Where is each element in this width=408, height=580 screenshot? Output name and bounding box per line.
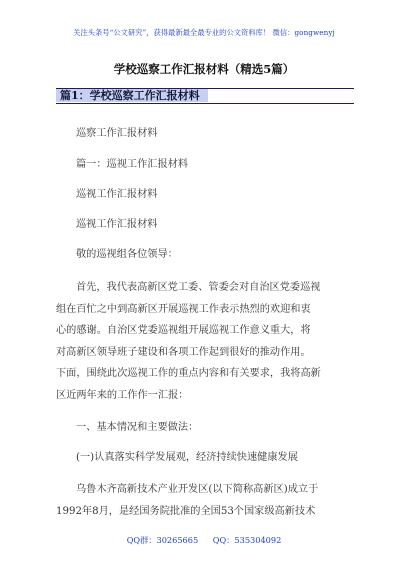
body-line: 敬的巡视组各位领导： <box>76 249 178 260</box>
paragraph-line: 下面，围绕此次巡视工作的重点内容和有关要求，我将高新 <box>56 368 321 379</box>
body-line: 巡视工作汇报材料 <box>76 219 158 230</box>
body-line: 巡察工作汇报材料 <box>76 128 158 139</box>
paragraph-line: 1992年8月，是经国务院批准的全国53个国家级高新技术 <box>56 506 316 517</box>
footer-qq-group[interactable]: QQ群：30265665 <box>126 535 199 545</box>
subheading: (一)认真落实科学发展观，经济持续快速健康发展 <box>76 452 298 463</box>
subheading: 一、基本情况和主要做法： <box>76 422 199 433</box>
footer-qq[interactable]: QQ：535304092 <box>212 535 282 545</box>
paragraph-line: 对高新区领导班子建设和各项工作起到很好的推动作用。 <box>56 347 311 358</box>
paragraph-line: 区近两年来的工作作一汇报： <box>56 390 189 401</box>
document-title: 学校巡察工作汇报材料（精选5篇） <box>113 62 295 76</box>
top-banner[interactable]: 关注头条号“公文研究”，获得最新最全最专业的公文资料库！ 微信：gongwenyj <box>73 28 335 37</box>
paragraph-line: 首先，我代表高新区党工委、管委会对自治区党委巡视 <box>76 282 321 293</box>
footer-contact <box>0 535 408 546</box>
paragraph-line: 心的感谢。自治区党委巡视组开展巡视工作意义重大，将 <box>56 325 311 336</box>
body-line: 巡视工作汇报材料 <box>76 189 158 200</box>
section-heading-box <box>56 88 354 104</box>
paragraph-line: 乌鲁木齐高新技术产业开发区(以下简称高新区)成立于 <box>76 484 319 495</box>
section-heading-text: 篇1：学校巡察工作汇报材料 <box>60 89 200 102</box>
paragraph-line: 组在百忙之中到高新区开展巡视工作表示热烈的欢迎和衷 <box>56 304 311 315</box>
body-line: 篇一：巡视工作汇报材料 <box>76 159 189 170</box>
